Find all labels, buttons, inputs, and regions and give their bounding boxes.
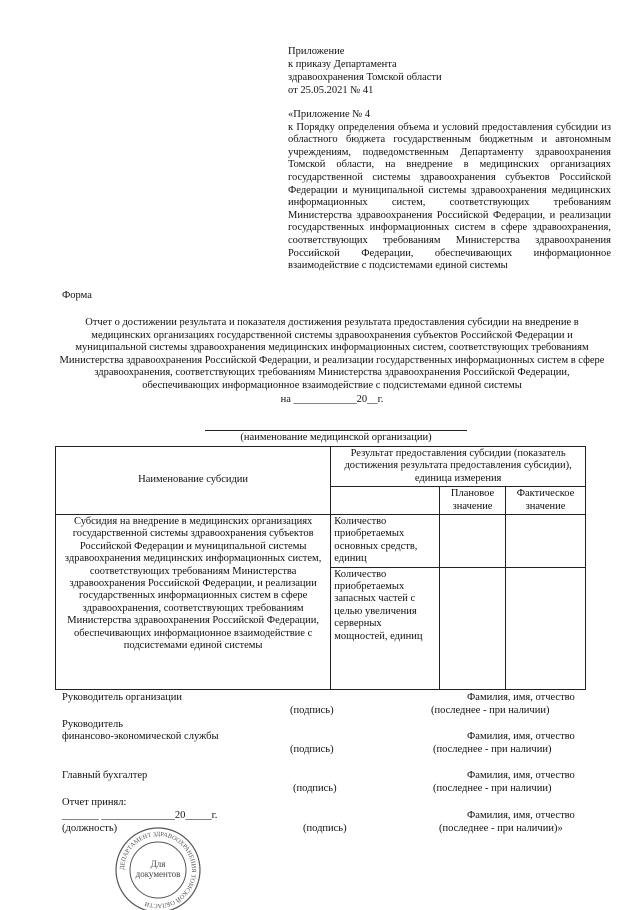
appendix-line: к приказу Департамента (288, 59, 397, 70)
header-result-empty (331, 487, 440, 515)
actual-value-cell[interactable] (506, 567, 586, 689)
report-title-block (58, 317, 606, 406)
report-table (55, 446, 586, 690)
signature-caption: (подпись) (303, 823, 347, 834)
organization-name-line (205, 430, 467, 431)
fio-note: (последнее - при наличии) (433, 783, 552, 794)
signature-head-label: Руководитель организации (62, 692, 182, 703)
header-subsidy-name: Наименование субсидии (56, 447, 331, 515)
signature-accountant-label: Главный бухгалтер (62, 770, 148, 781)
stamp-seal (108, 820, 208, 910)
report-accepted-label: Отчет принял: (62, 797, 127, 808)
signature-caption: (подпись) (293, 783, 337, 794)
result-cell: Количество приобретаемых запасных частей с целью увеличения серверных мощностей, единиц (331, 567, 440, 689)
result-cell: Количество приобретаемых основных средств, единиц (331, 515, 440, 568)
form-label: Форма (62, 290, 92, 301)
signature-finance-label-2: финансово-экономической службы (62, 731, 219, 742)
signature-caption: (подпись) (290, 744, 334, 755)
actual-value-cell[interactable] (506, 515, 586, 568)
appendix-4-title: «Приложение № 4 (288, 109, 371, 120)
appendix-line: Приложение (288, 46, 345, 57)
signature-finance-label-1: Руководитель (62, 719, 123, 730)
stamp-line-2: документов (135, 869, 181, 879)
position-caption: (должность) (62, 823, 118, 834)
planned-value-cell[interactable] (440, 567, 506, 689)
organization-caption: (наименование медицинской организации) (240, 432, 432, 443)
header-actual: Фактическое значение (506, 487, 586, 515)
fio-label: Фамилия, имя, отчество (467, 692, 575, 703)
signature-caption: (подпись) (290, 705, 334, 716)
fio-note: (последнее - при наличии) (433, 744, 552, 755)
fio-note: (последнее - при наличии) (431, 705, 550, 716)
appendix-header (288, 45, 442, 97)
fio-label: Фамилия, имя, отчество (467, 810, 575, 821)
appendix-line: от 25.05.2021 № 41 (288, 85, 374, 96)
accepted-date-line: _______ ______________20_____г. (62, 810, 218, 821)
planned-value-cell[interactable] (440, 515, 506, 568)
stamp-line-1: Для (150, 859, 166, 869)
appendix-4-text: к Порядку определения объема и условий предоставления субсидии из областного бюджета государственным бюджетным и автономным учреждениям, подведомственным Департаменту здравоохранения Томской области, на внедрение в медицинских организациях государственной системы здравоохранения субъектов Российской Федерации и муниципальной системы здравоохранения медицинских информационных систем, соответствующих требованиям Министерства здравоохранения Российской Федерации, и реализации государственных информационных систем в сфере здравоохранения, соответствующих требованиям Министерства здравоохранения Российской Федерации, обеспечивающих информационное взаимодействие с подсистемами единой системы (288, 121, 611, 272)
header-planned: Плановое значение (440, 487, 506, 515)
report-date-line: на ____________20__г. (280, 393, 384, 405)
fio-label: Фамилия, имя, отчество (467, 731, 575, 742)
header-result: Результат предоставления субсидии (показатель достижения результата предоставления субсидии), единица измерения (331, 447, 586, 487)
subsidy-name-cell: Субсидия на внедрение в медицинских организациях государственной системы здравоохранения субъектов Российской Федерации и муниципальной системы здравоохранения медицинских информационных систем, соответствующих требованиям Министерства здравоохранения Российской Федерации, и реализации государственных информационных систем в сфере здравоохранения, соответствующих требованиям Министерства здравоохранения Российской Федерации, обеспечивающих информационное взаимодействие с подсистемами единой системы (56, 515, 331, 690)
report-title: Отчет о достижении результата и показателя достижения результата предоставления субсидии на внедрение в медицинских организациях государственной системы здравоохранения субъектов Российской Федерации и муниципальной системы здравоохранения медицинских информационных систем, соответствующих требованиям Министерства здравоохранения Российской Федерации, и реализации государственных информационных систем в сфере здравоохранения, соответствующих требованиям Министерства здравоохранения Российской Федерации, обеспечивающих информационное взаимодействие с подсистемами единой системы (59, 317, 605, 391)
fio-note: (последнее - при наличии)» (439, 823, 563, 834)
appendix-4-block (288, 109, 611, 273)
fio-label: Фамилия, имя, отчество (467, 770, 575, 781)
stamp-outer-text: ДЕПАРТАМЕНТ ЗДРАВООХРАНЕНИЯ ТОМСКОЙ ОБЛАСТИ (118, 830, 198, 910)
appendix-line: здравоохранения Томской области (288, 72, 442, 83)
